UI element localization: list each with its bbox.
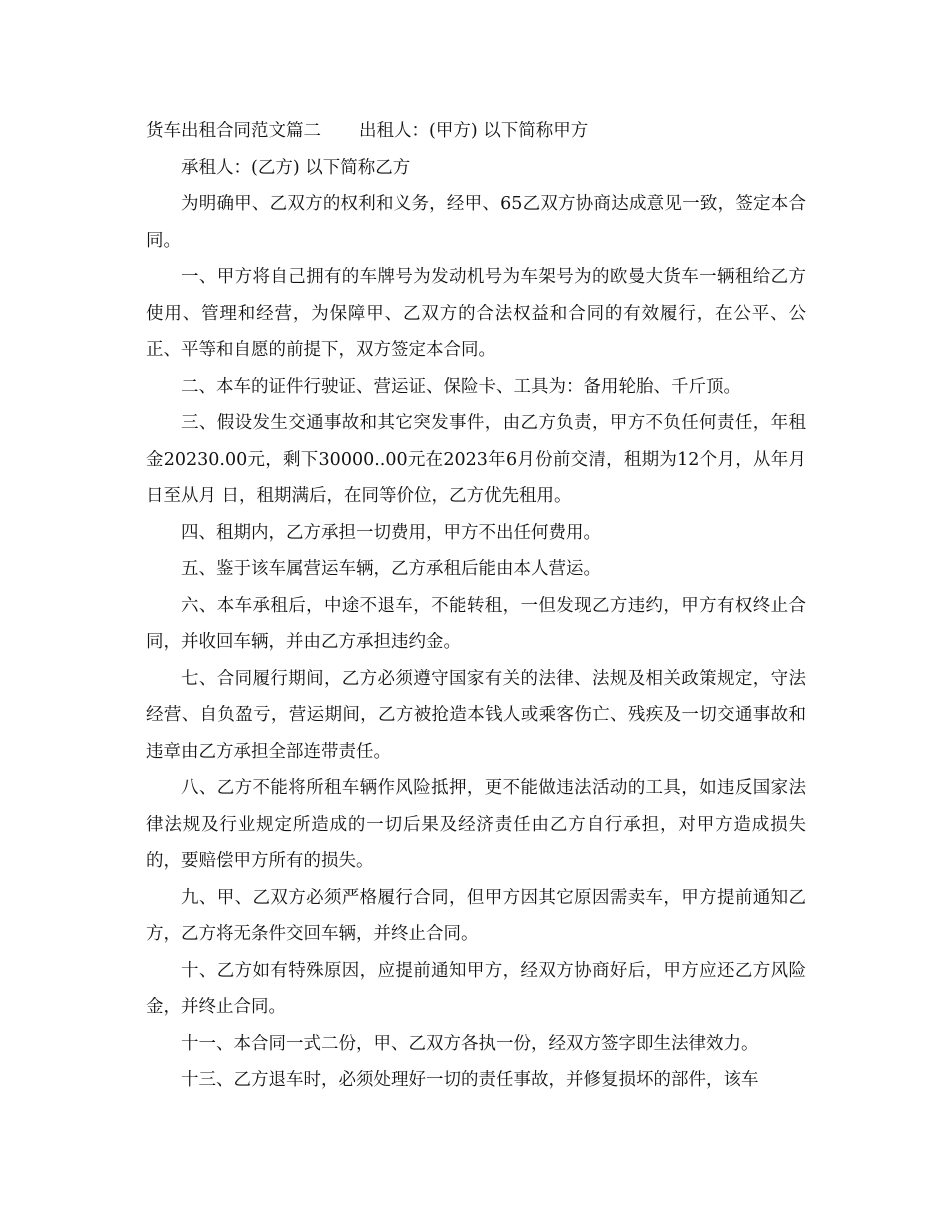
lessor-line: 出租人：(甲方) 以下简称甲方	[359, 121, 589, 141]
paragraph: 十一、本合同一式二份，甲、乙双方各执一份，经双方签字即生法律效力。	[181, 1033, 759, 1054]
title-line	[146, 113, 806, 150]
paragraph: 五、鉴于该车属营运车辆，乙方承租后能由本人营运。	[181, 559, 601, 579]
paragraph: 十、乙方如有特殊原因，应提前通知甲方，经双方协商好后，甲方应还乙方风险金，并终止合同。	[146, 960, 806, 1017]
paragraph: 为明确甲、乙双方的权利和义务，经甲、65乙双方协商达成意见一致，签定本合同。	[146, 194, 806, 251]
paragraph: 一、甲方将自己拥有的车牌号为发动机号为车架号为的欧曼大货车一辆租给乙方使用、管理和经营，为保障甲、乙双方的合法权益和合同的有效履行，在公平、公正、平等和自愿的前提下，双方签定本合同。	[146, 267, 806, 360]
paragraph: 六、本车承租后，中途不退车，不能转租，一但发现乙方违约，甲方有权终止合同，并收回车辆，并由乙方承担违约金。	[146, 595, 806, 652]
paragraph: 八、乙方不能将所租车辆作风险抵押，更不能做违法活动的工具，如违反国家法律法规及行业规定所造成的一切后果及经济责任由乙方自行承担，对甲方造成损失的，要赔偿甲方所有的损失。	[146, 778, 806, 871]
paragraph: 三、假设发生交通事故和其它突发事件，由乙方负责，甲方不负任何责任，年租金20230.00元，剩下30000..00元在2023年6月份前交清，租期为12个月，从年月日至从月 日，租期满后，在同等价位，乙方优先租用。	[146, 413, 806, 506]
contract-document	[146, 113, 806, 1099]
paragraph: 二、本车的证件行驶证、营运证、保险卡、工具为：备用轮胎、千斤顶。	[181, 376, 741, 397]
paragraph: 九、甲、乙双方必须严格履行合同，但甲方因其它原因需卖车，甲方提前通知乙方，乙方将无条件交回车辆，并终止合同。	[146, 887, 806, 944]
document-title: 货车出租合同范文篇二	[146, 121, 321, 141]
paragraph: 十三、乙方退车时，必须处理好一切的责任事故，并修复损坏的部件，该车	[181, 1070, 759, 1090]
paragraph: 七、合同履行期间，乙方必须遵守国家有关的法律、法规及相关政策规定，守法经营、自负盈亏，营运期间，乙方被抢造本钱人或乘客伤亡、残疾及一切交通事故和违章由乙方承担全部连带责任。	[146, 668, 806, 762]
lessee-line: 承租人：(乙方) 以下简称乙方	[181, 157, 411, 178]
paragraph: 四、租期内，乙方承担一切费用，甲方不出任何费用。	[181, 522, 601, 543]
